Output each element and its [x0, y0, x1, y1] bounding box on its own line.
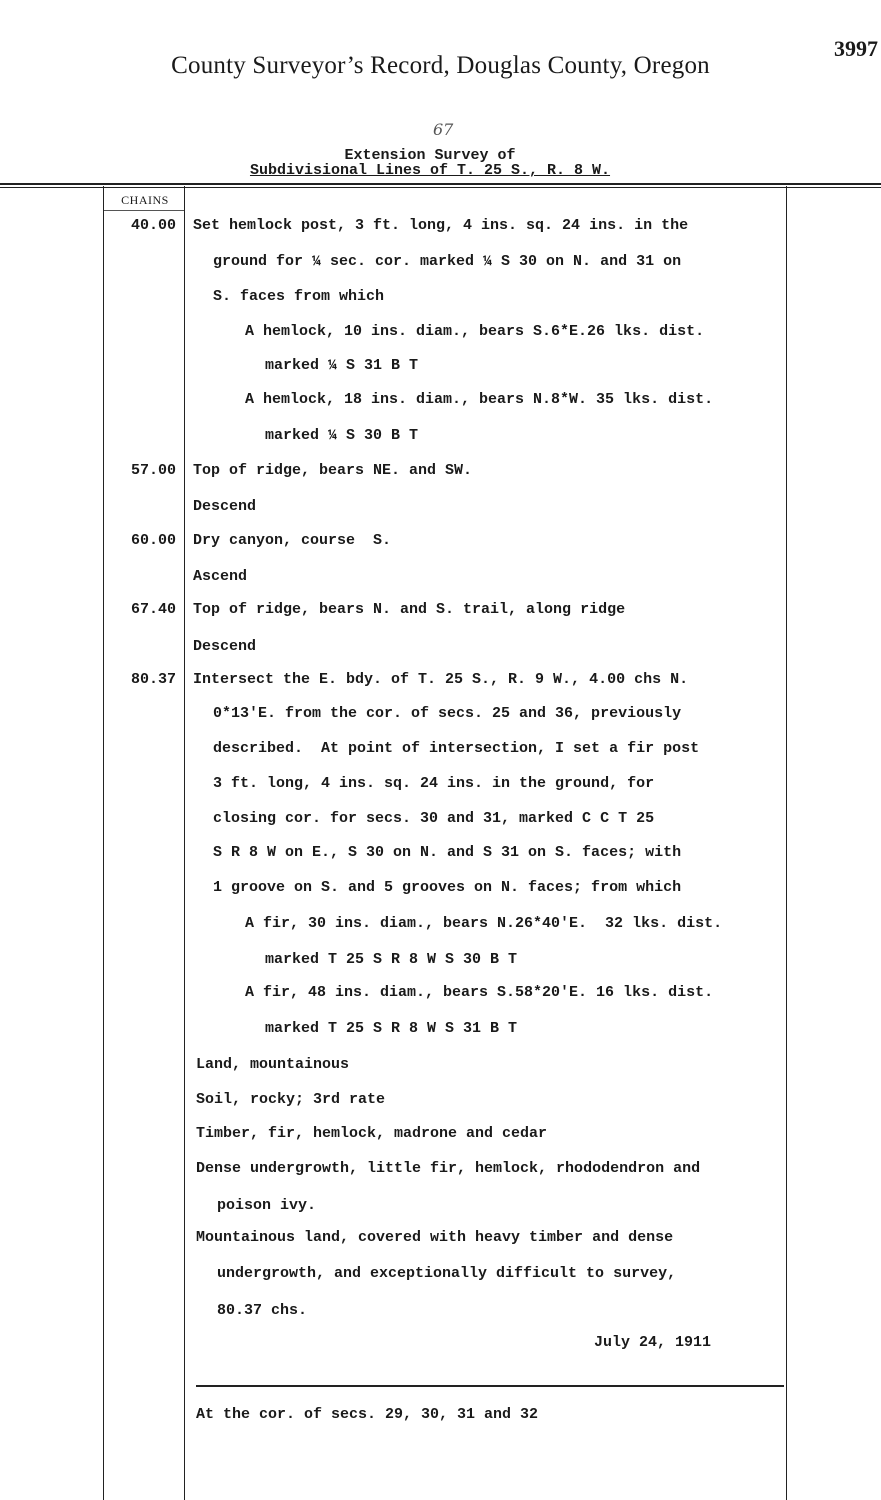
record-line: described. At point of intersection, I set a fir post	[213, 740, 700, 757]
chain-value: 57.00	[130, 462, 176, 479]
chain-value: 60.00	[130, 532, 176, 549]
record-line: marked ¼ S 30 B T	[265, 427, 419, 444]
top-rule-thin	[0, 187, 881, 188]
top-rule	[0, 183, 881, 185]
record-line: poison ivy.	[217, 1197, 317, 1214]
chain-value: 40.00	[130, 217, 176, 234]
record-line: marked T 25 S R 8 W S 31 B T	[265, 1020, 518, 1037]
record-line: A fir, 48 ins. diam., bears S.58*20'E. 16 lks. dist.	[245, 984, 714, 1001]
survey-date: July 24, 1911	[594, 1334, 712, 1351]
record-line: 3 ft. long, 4 ins. sq. 24 ins. in the ground, for	[213, 775, 655, 792]
record-line: undergrowth, and exceptionally difficult to survey,	[217, 1265, 677, 1282]
column-line-left	[103, 186, 104, 1500]
survey-title: Extension Survey of	[344, 147, 516, 164]
record-line: Timber, fir, hemlock, madrone and cedar	[196, 1125, 548, 1142]
record-line: marked T 25 S R 8 W S 30 B T	[265, 951, 518, 968]
record-line: Intersect the E. bdy. of T. 25 S., R. 9 W., 4.00 chs N.	[193, 671, 689, 688]
record-line: Top of ridge, bears N. and S. trail, along ridge	[193, 601, 626, 618]
record-line: Soil, rocky; 3rd rate	[196, 1091, 386, 1108]
record-title: County Surveyor’s Record, Douglas County, Oregon	[171, 52, 710, 79]
section-divider	[196, 1385, 784, 1387]
record-line: A hemlock, 18 ins. diam., bears N.8*W. 35 lks. dist.	[245, 391, 714, 408]
record-line: Mountainous land, covered with heavy timber and dense	[196, 1229, 674, 1246]
record-line: 1 groove on S. and 5 grooves on N. faces; from which	[213, 879, 682, 896]
record-line: Top of ridge, bears NE. and SW.	[193, 462, 473, 479]
record-line: Dry canyon, course S.	[193, 532, 392, 549]
record-line: At the cor. of secs. 29, 30, 31 and 32	[196, 1406, 539, 1423]
record-line: 0*13'E. from the cor. of secs. 25 and 36, previously	[213, 705, 682, 722]
record-line: S R 8 W on E., S 30 on N. and S 31 on S. faces; with	[213, 844, 682, 861]
record-line: closing cor. for secs. 30 and 31, marked C C T 25	[213, 810, 655, 827]
record-line: Land, mountainous	[196, 1056, 350, 1073]
record-line: Dense undergrowth, little fir, hemlock, rhododendron and	[196, 1160, 701, 1177]
record-line: A hemlock, 10 ins. diam., bears S.6*E.26 lks. dist.	[245, 323, 705, 340]
record-line: Descend	[193, 638, 257, 655]
record-line: 80.37 chs.	[217, 1302, 308, 1319]
folio-mark: 67	[433, 120, 454, 139]
record-line: Set hemlock post, 3 ft. long, 4 ins. sq. 24 ins. in the	[193, 217, 689, 234]
chain-value: 80.37	[130, 671, 176, 688]
column-line-middle	[184, 186, 185, 1500]
chains-column-header: CHAINS	[121, 193, 169, 207]
survey-heading	[210, 148, 650, 178]
record-line: S. faces from which	[213, 288, 385, 305]
record-line: Ascend	[193, 568, 248, 585]
page-number: 3997	[834, 36, 878, 61]
survey-subtitle: Subdivisional Lines of T. 25 S., R. 8 W.	[249, 162, 611, 179]
record-line: Descend	[193, 498, 257, 515]
record-line: ground for ¼ sec. cor. marked ¼ S 30 on N. and 31 on	[213, 253, 682, 270]
record-line: A fir, 30 ins. diam., bears N.26*40'E. 32 lks. dist.	[245, 915, 723, 932]
chain-value: 67.40	[130, 601, 176, 618]
record-line: marked ¼ S 31 B T	[265, 357, 419, 374]
chains-header-rule	[104, 210, 184, 211]
column-line-right	[786, 186, 787, 1500]
